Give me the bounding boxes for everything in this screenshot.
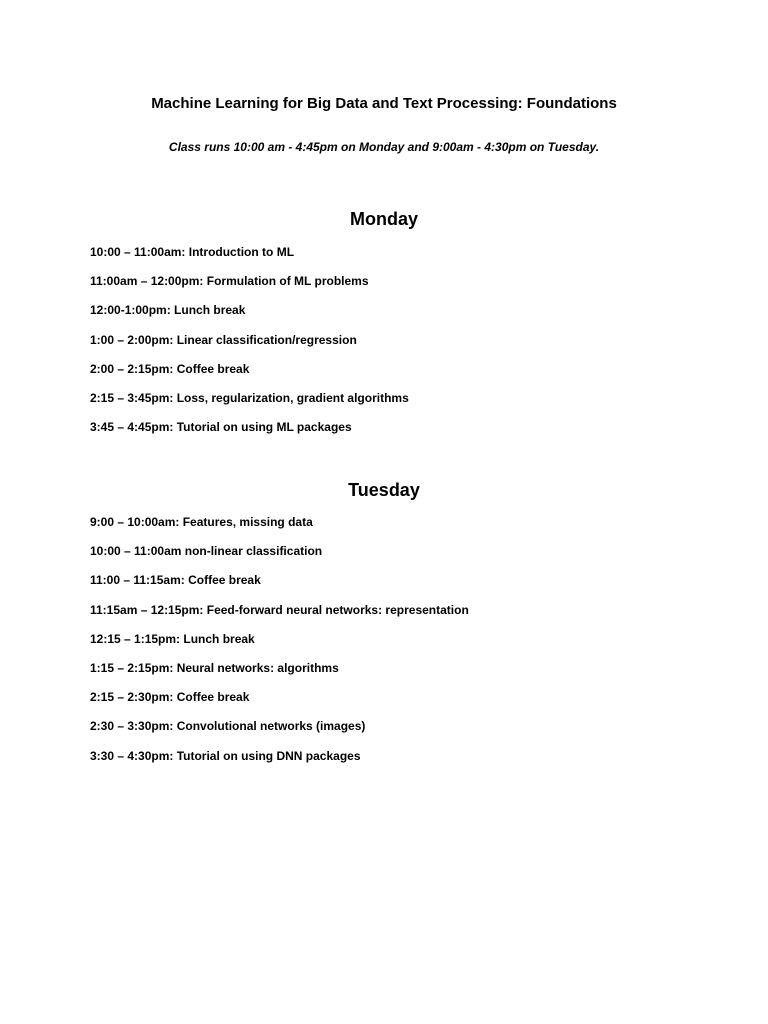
schedule-item: 11:00am – 12:00pm: Formulation of ML problems (90, 274, 369, 289)
schedule-item: 3:30 – 4:30pm: Tutorial on using DNN packages (90, 748, 361, 763)
schedule-item: 1:15 – 2:15pm: Neural networks: algorithms (90, 660, 339, 675)
monday-heading: Monday (349, 209, 418, 229)
schedule-item: 1:00 – 2:00pm: Linear classification/regression (90, 332, 357, 347)
schedule-item: 12:00-1:00pm: Lunch break (90, 303, 246, 318)
tuesday-schedule (90, 514, 469, 777)
tuesday-heading: Tuesday (348, 480, 420, 500)
schedule-item: 9:00 – 10:00am: Features, missing data (90, 515, 313, 529)
schedule-item: 2:15 – 2:30pm: Coffee break (90, 690, 250, 705)
document-title: Machine Learning for Big Data and Text Processing: Foundations (151, 95, 617, 112)
schedule-item: 2:15 – 3:45pm: Loss, regularization, gradient algorithms (90, 390, 409, 405)
schedule-item: 10:00 – 11:00am non-linear classification (90, 544, 323, 559)
schedule-item: 3:45 – 4:45pm: Tutorial on using ML packages (90, 420, 352, 435)
schedule-item: 12:15 – 1:15pm: Lunch break (90, 631, 255, 646)
schedule-item: 11:15am – 12:15pm: Feed-forward neural networks: representation (90, 602, 469, 617)
class-hours-note: Class runs 10:00 am - 4:45pm on Monday and 9:00am - 4:30pm on Tuesday. (168, 140, 600, 154)
schedule-item: 2:30 – 3:30pm: Convolutional networks (images) (90, 719, 366, 734)
schedule-item: 10:00 – 11:00am: Introduction to ML (90, 245, 295, 259)
schedule-item: 2:00 – 2:15pm: Coffee break (90, 361, 250, 376)
monday-schedule (90, 244, 409, 448)
schedule-item: 11:00 – 11:15am: Coffee break (90, 573, 261, 588)
